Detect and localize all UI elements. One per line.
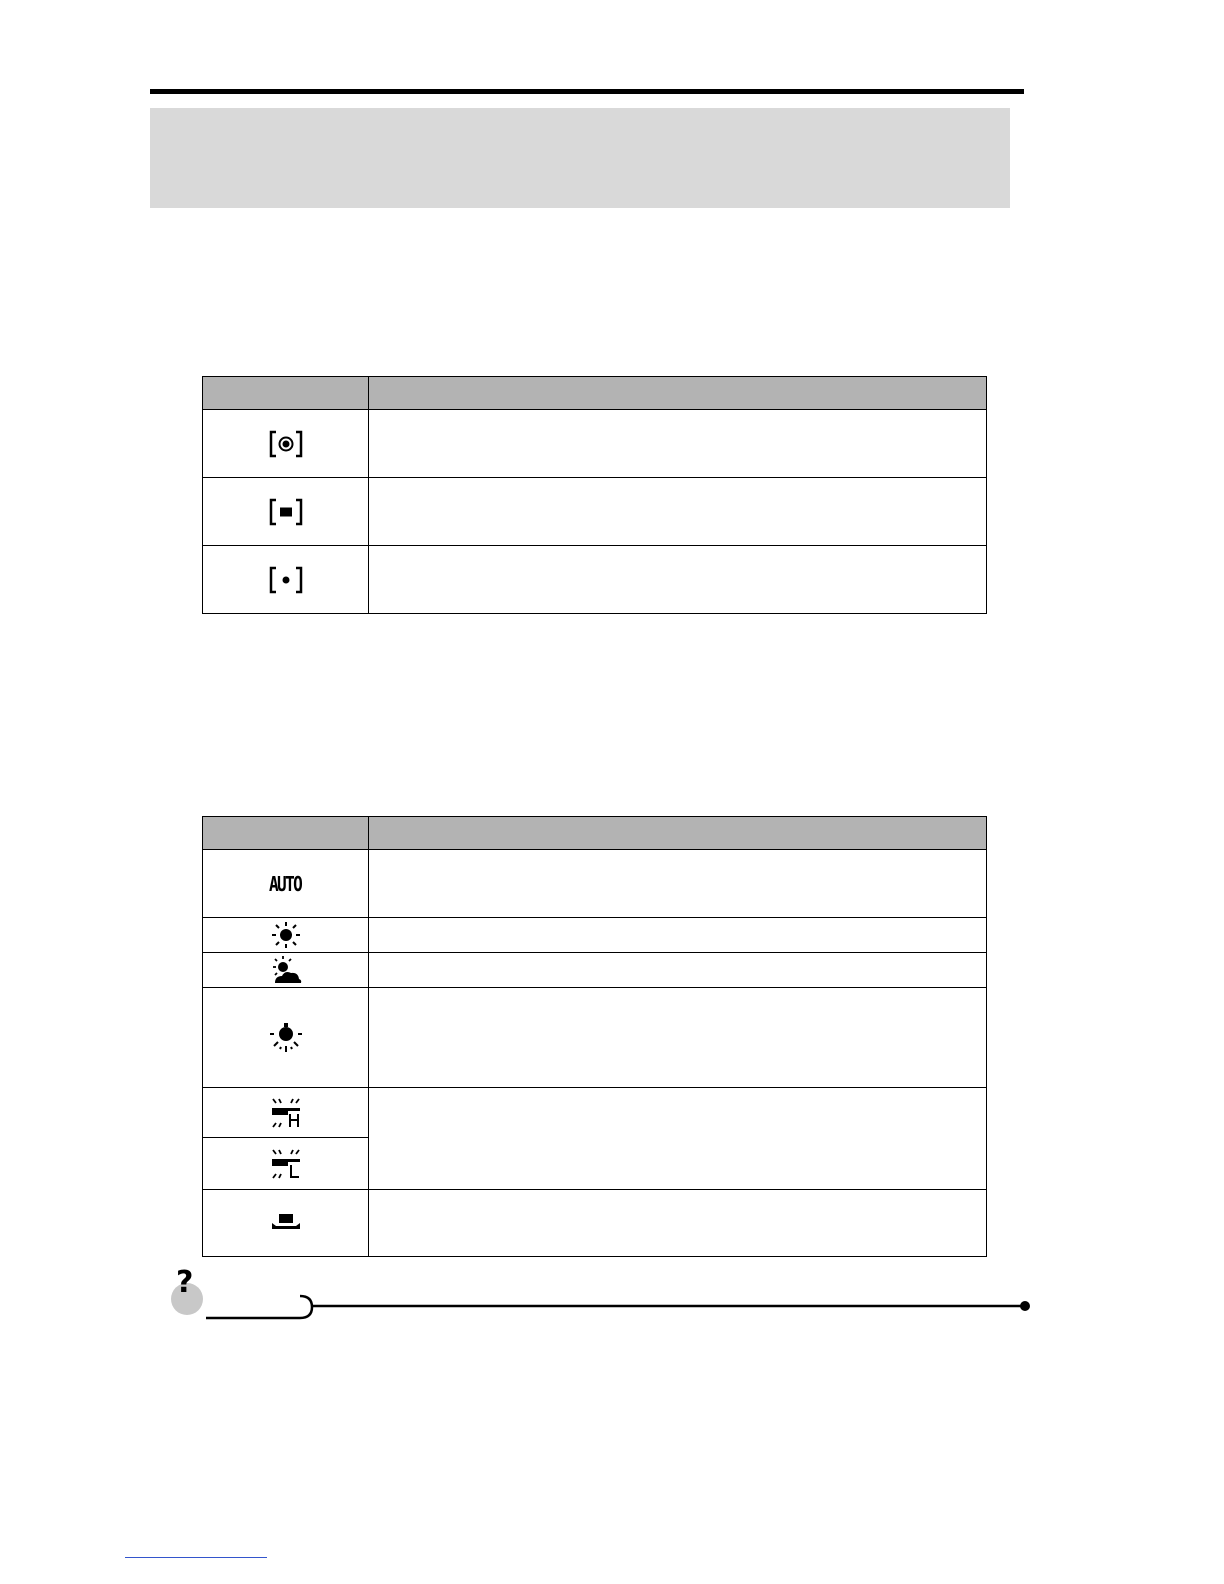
row-description (369, 988, 987, 1088)
title-band (150, 108, 1010, 208)
tungsten-icon (268, 1021, 304, 1055)
metering-table (202, 376, 987, 614)
question-icon: ? (176, 1265, 194, 1300)
spot-metering-icon (269, 566, 303, 594)
icon-column-header (203, 817, 369, 850)
footer-link-underline (125, 1557, 267, 1558)
top-rule (150, 89, 1024, 94)
row-description (369, 478, 987, 546)
table-row (203, 478, 987, 546)
row-description (369, 918, 987, 953)
description-column-header (369, 377, 987, 410)
table-header-row (203, 377, 987, 410)
cloudy-icon (269, 955, 303, 985)
row-description (369, 850, 987, 918)
table-header-row (203, 817, 987, 850)
note-divider (200, 1285, 1040, 1325)
row-description (369, 953, 987, 988)
icon-column-header (203, 377, 369, 410)
description-column-header (369, 817, 987, 850)
row-description (369, 1088, 987, 1190)
daylight-icon (270, 921, 302, 949)
table-row (203, 918, 987, 953)
table-row (203, 546, 987, 614)
white-balance-table (202, 816, 987, 1257)
table-row (203, 1088, 987, 1138)
table-row (203, 850, 987, 918)
row-description (369, 410, 987, 478)
fluorescent-l-icon (269, 1148, 303, 1180)
table-row (203, 953, 987, 988)
custom-white-balance-icon (269, 1211, 303, 1235)
multi-metering-icon (269, 430, 303, 458)
table-row (203, 988, 987, 1088)
row-description (369, 546, 987, 614)
row-description (369, 1190, 987, 1257)
table-row (203, 410, 987, 478)
table-row (203, 1190, 987, 1257)
fluorescent-h-icon (269, 1097, 303, 1129)
center-weighted-metering-icon (269, 498, 303, 526)
auto-white-balance-icon: AUTO (269, 871, 302, 896)
